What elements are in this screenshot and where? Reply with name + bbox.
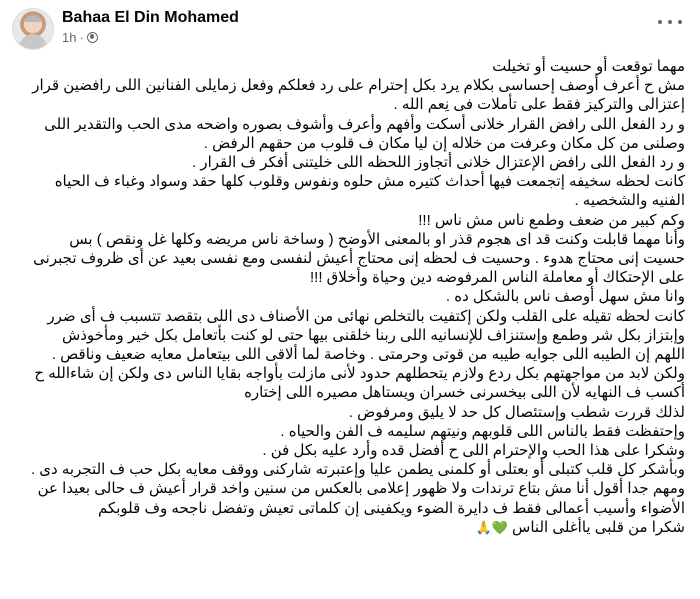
post-line: الأضواء وأسيب أعمالى فقط ف دايرة الضوء ويكفينى إن كلماتى تعيش وتفضل ناجحه وف قلوبكم xyxy=(97,499,685,517)
more-options-icon[interactable] xyxy=(658,14,682,30)
post-line: و رد الفعل اللى رافض الإعتزال خلانى أتجاوز اللحظه اللى خليتنى أفكر ف القرار . xyxy=(191,154,685,172)
post-line: كانت لحظه تقيله على القلب ولكن إكتفيت بالتخلص نهائى من الأصناف دى اللى بتقصد تتسبب ف أى ضرر xyxy=(47,307,685,325)
post-text xyxy=(12,57,685,537)
post-line: مهما توقعت أو حسيت أو تخيلت xyxy=(492,58,685,75)
post-line: ولكن لابد من مواجهتهم بكل ردع ولازم يتحطلهم حدود لأنى مازلت بأواجه بقايا الناس دى ولكن إن شاءالله ح xyxy=(34,365,685,383)
post-time[interactable]: 1h xyxy=(62,30,77,45)
post-line: ومهم جدا أقول أنا مش بتاع ترندات ولا ظهور إعلامى بالعكس من سنين واخد قرار أعيش ف حالى بعيدا عن xyxy=(37,480,685,498)
post-line: وانا مش سهل أوصف ناس بالشكل ده . xyxy=(445,288,685,306)
post-line: الفنيه والشخصيه . xyxy=(574,192,685,210)
post-line: وبأشكر كل قلب كتبلى أو بعتلى أو كلمنى يطمن عليا وإعتبرته شاركنى ووقف معايه بكل حب ف التجربه دى . xyxy=(30,461,685,479)
post-line: على الإحتكاك أو معاملة الناس المرفوضه دين وحياة وأخلاق !!! xyxy=(309,269,685,287)
meta-separator: · xyxy=(79,30,84,45)
post-line: كانت لحظه سخيفه إتجمعت فيها أحداث كتيره مش حلوه ونفوس وقلوب كلها حقد وسواد وغباء ف الحياه xyxy=(54,173,685,191)
post-header xyxy=(12,8,688,52)
post-line-closing xyxy=(12,518,685,537)
author-name[interactable]: Bahaa El Din Mohamed xyxy=(62,9,239,26)
post-line: اللهم إن الطيبه اللى جوايه طيبه من قوتى وحرمتى . وخاصة لما ألاقى اللى بيتعامل معايه ضعيف وناقص . xyxy=(51,346,685,364)
green-heart-icon: 💚 xyxy=(491,519,508,535)
avatar[interactable] xyxy=(12,8,54,50)
post-meta xyxy=(62,30,98,45)
globe-icon[interactable] xyxy=(87,32,98,43)
post-line: لذلك قررت شطب وإستئصال كل حد لا يليق ومرفوض . xyxy=(348,403,685,421)
post-line: مش ح أعرف أوصف إحساسى بكلام يرد بكل إحترام على رد فعلكم وفعل زمايلى الفنانين اللى رافضين قرار xyxy=(32,77,685,95)
post-line: أكسب ف النهايه لأن اللى بيخسرنى خسران ويستاهل مصيره اللى إختاره xyxy=(244,384,685,402)
post-line: و رد الفعل اللى رافض القرار خلانى أسكت وأفهم وأعرف وأشوف بصوره واضحه مدى الحب والتقدير اللى xyxy=(44,115,685,133)
closing-text: شكرا من قلبى ياأغلى الناس xyxy=(512,518,685,536)
post-line: وصلنى من كل مكان وعرفت من خلاله إن ليا مكان ف قلوب من حقهم الرفض . xyxy=(203,134,685,152)
praying-hands-icon: 🙏 xyxy=(475,519,492,535)
post-line: وإبتزاز بكل شر وطمع وإستنزاف للإنسانيه اللى ربنا خلقنى بيها حتى لو كنت بأتعامل بكل خير ومأخوذش xyxy=(61,326,685,344)
post-line: وكم كبير من ضعف وطمع ناس مش ناس !!! xyxy=(418,211,685,229)
post-line: حسيت إنى محتاج هدوء . وحسيت ف لحظه إنى محتاج أعيش لنفسى ومع نفسى بعيد عن أى ظروف تجبرنى xyxy=(33,250,685,268)
post-line: وشكرا على هذا الحب والإحترام اللى ح أفضل قده وأرد عليه بكل فن . xyxy=(262,442,685,460)
post-line: وإحتفظت فقط بالناس اللى قلوبهم ونيتهم سليمه ف الفن والحياه . xyxy=(280,422,685,440)
post-line: إعتزالى والتركيز فقط على تأملات فى نِعم الله . xyxy=(393,96,685,114)
post-line: وأنا مهما قابلت وكنت قد اى هجوم قذر او بالمعنى الأوضح ( وساخة ناس مريضه وكلها غل ونقص ) بس xyxy=(69,230,685,248)
